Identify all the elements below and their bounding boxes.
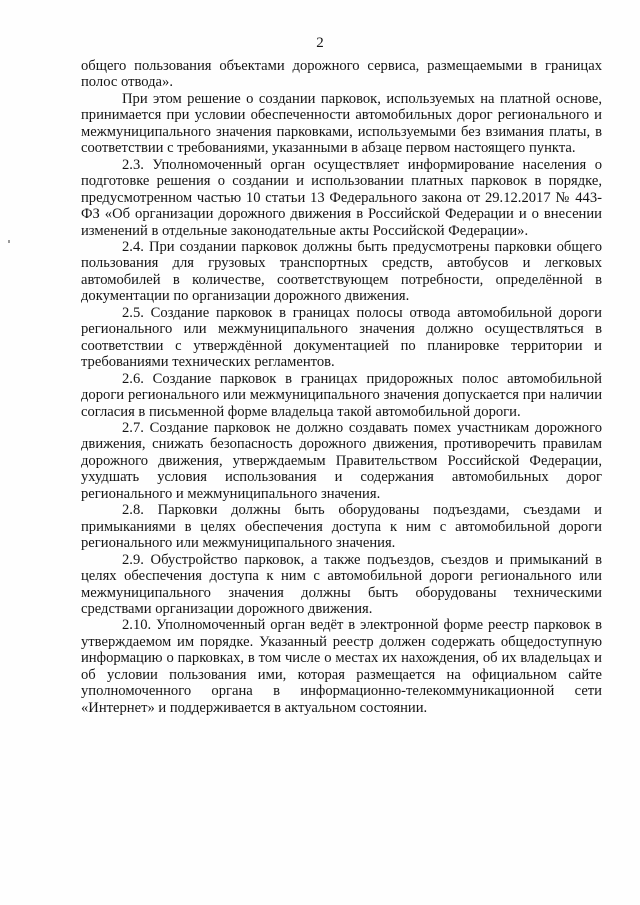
paragraph-2-4: 2.4. При создании парковок должны быть предусмотрены парковки общего пользования для грузовых транспортных средств, автобусов и легковых автомобилей в количестве, соответствующем потребности, определённой в документации по организации дорожного движения. — [81, 238, 602, 305]
paragraph-2-9: 2.9. Обустройство парковок, а также подъездов, съездов и примыканий в целях обеспечения доступа к ним с автомобильной дороги регионального или межмуниципального значения должны быть оборудованы техническими средствами организации дорожного движения. — [81, 551, 602, 617]
scan-speck — [8, 240, 10, 243]
paragraph-continuation: общего пользования объектами дорожного сервиса, размещаемыми в границах полос отвода». — [81, 58, 602, 91]
paragraph-2-6: 2.6. Создание парковок в границах придорожных полос автомобильной дороги регионального или межмуниципального значения допускается при наличии согласия в письменной форме владельца такой автомобильной дороги. — [81, 370, 602, 420]
paragraph-2-3: 2.3. Уполномоченный орган осуществляет информирование населения о подготовке решения о создании и использовании платных парковок в порядке, предусмотренном частью 10 статьи 13 Федерального закона от 29.12.2017 № 443-ФЗ «Об организации дорожного движения в Российской Федерации и о внесении изменений в отдельные законодательные акты Российской Федерации». — [81, 156, 602, 239]
paragraph-2-7: 2.7. Создание парковок не должно создавать помех участникам дорожного движения, снижать безопасность дорожного движения, противоречить правилам дорожного движения, утверждаемым Правительством Российской Федерации, ухудшать условия использования и содержания автомобильных дорог регионального и межмуниципального значения. — [81, 419, 602, 502]
paragraph-2-8: 2.8. Парковки должны быть оборудованы подъездами, съездами и примыканиями в целях обеспечения доступа к ним с автомобильной дороги регионального или межмуниципального значения. — [81, 502, 602, 552]
paragraph-2-5: 2.5. Создание парковок в границах полосы отвода автомобильной дороги регионального или межмуниципального значения должно осуществляться в соответствии с утверждённой документацией по планировке территории и требованиями технических регламентов. — [81, 304, 602, 371]
page-number: 2 — [316, 35, 324, 51]
paragraph-paid-parking-condition: При этом решение о создании парковок, используемых на платной основе, принимается при условии обеспеченности автомобильных дорог регионального и межмуниципального значения парковками, используемыми без взимания платы, в соответствии с требованиями, указанными в абзаце первом настоящего пункта. — [81, 90, 602, 157]
document-body — [81, 58, 602, 716]
paragraph-2-10: 2.10. Уполномоченный орган ведёт в электронной форме реестр парковок в утверждаемом им порядке. Указанный реестр должен содержать общедоступную информацию о парковках, в том числе о местах их нахождения, об их владельцах и об условии пользования ими, которая размещается на официальном сайте уполномоченного органа в информационно-телекоммуникационной сети «Интернет» и поддерживается в актуальном состоянии. — [81, 617, 602, 716]
